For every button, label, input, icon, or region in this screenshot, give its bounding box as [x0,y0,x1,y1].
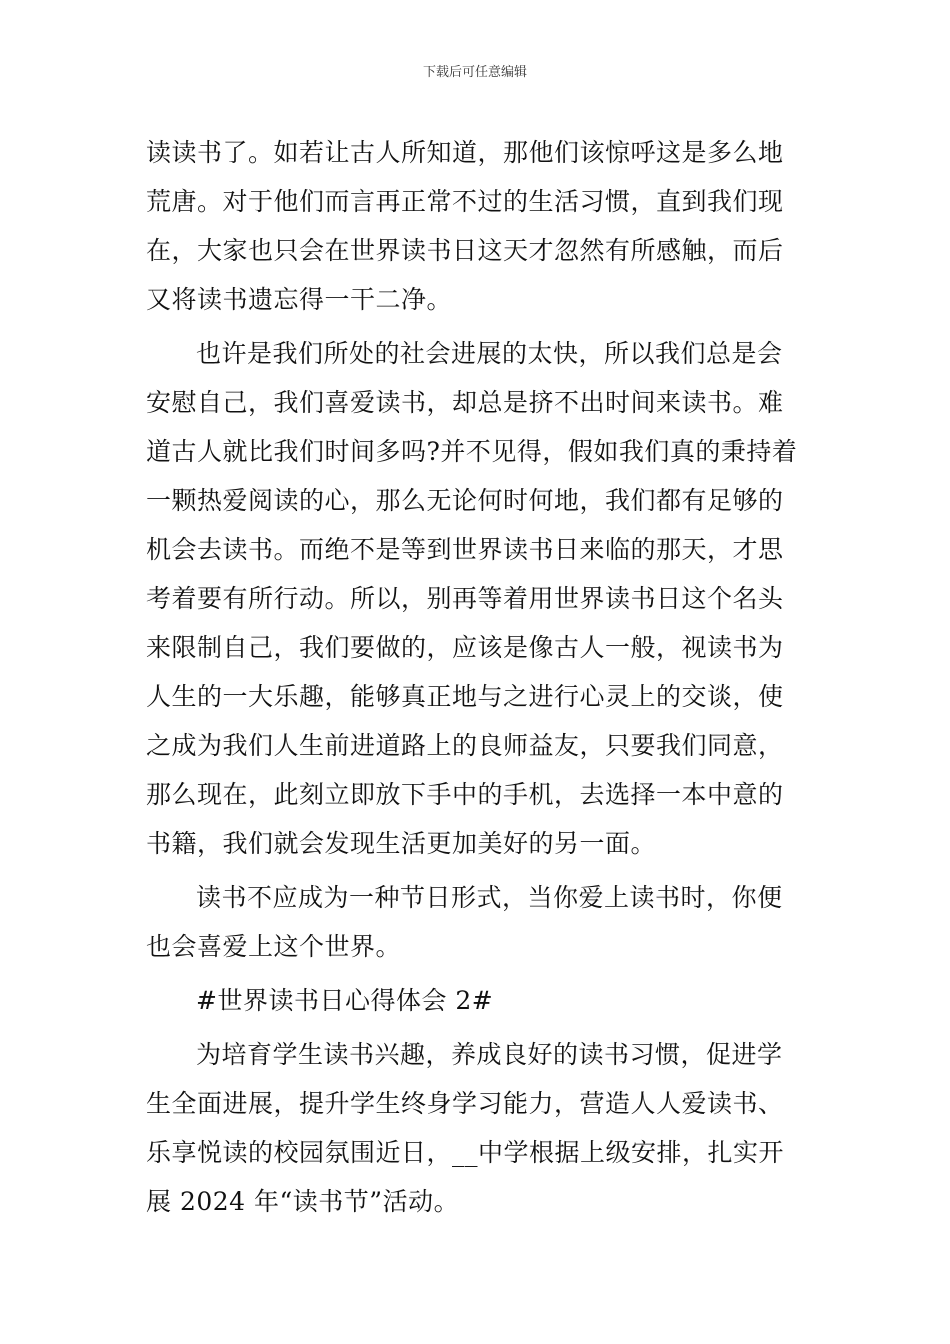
text-line: 考着要有所行动。所以，别再等着用世界读书日这个名头 [146,584,784,613]
text-line: 在，大家也只会在世界读书日这天才忽然有所感触，而后 [146,236,784,265]
text-line: 展 2024 年“读书节”活动。 [146,1187,460,1216]
text-line: 生全面进展，提升学生终身学习能力，营造人人爱读书、 [146,1089,784,1118]
text-line: 读书不应成为一种节日形式，当你爱上读书时，你便 [196,883,783,912]
paragraph-1 [146,128,808,324]
text-line: 道古人就比我们时间多吗?并不见得，假如我们真的秉持着 [146,437,798,466]
text-line: 读读书了。如若让古人所知道，那他们该惊呼这是多么地 [146,138,784,167]
text-line: #世界读书日心得体会 2# [196,986,494,1015]
section-heading [146,976,808,1025]
text-line: 为培育学生读书兴趣，养成良好的读书习惯，促进学 [196,1040,783,1069]
text-line: 乐享悦读的校园氛围近日，__中学根据上级安排，扎实开 [146,1138,785,1167]
text-line: 那么现在，此刻立即放下手中的手机，去选择一本中意的 [146,780,784,809]
paragraph-2 [146,329,808,868]
text-line: 之成为我们人生前进道路上的良师益友，只要我们同意， [146,731,784,760]
document-body [146,128,808,1226]
text-line: 又将读书遗忘得一干二净。 [146,285,453,314]
text-line: 也许是我们所处的社会进展的太快，所以我们总是会 [196,339,783,368]
text-line: 机会去读书。而绝不是等到世界读书日来临的那天，才思 [146,535,784,564]
paragraph-3 [146,873,808,971]
text-line: 安慰自己，我们喜爱读书，却总是挤不出时间来读书。难 [146,388,784,417]
text-line: 也会喜爱上这个世界。 [146,932,402,961]
text-line: 荒唐。对于他们而言再正常不过的生活习惯，直到我们现 [146,187,784,216]
text-line: 一颗热爱阅读的心，那么无论何时何地，我们都有足够的 [146,486,784,515]
text-line: 人生的一大乐趣，能够真正地与之进行心灵上的交谈，使 [146,682,784,711]
text-line: 来限制自己，我们要做的，应该是像古人一般，视读书为 [146,633,784,662]
page-header: 下载后可任意编辑 [422,65,527,80]
paragraph-4 [146,1030,808,1226]
text-line: 书籍，我们就会发现生活更加美好的另一面。 [146,829,657,858]
